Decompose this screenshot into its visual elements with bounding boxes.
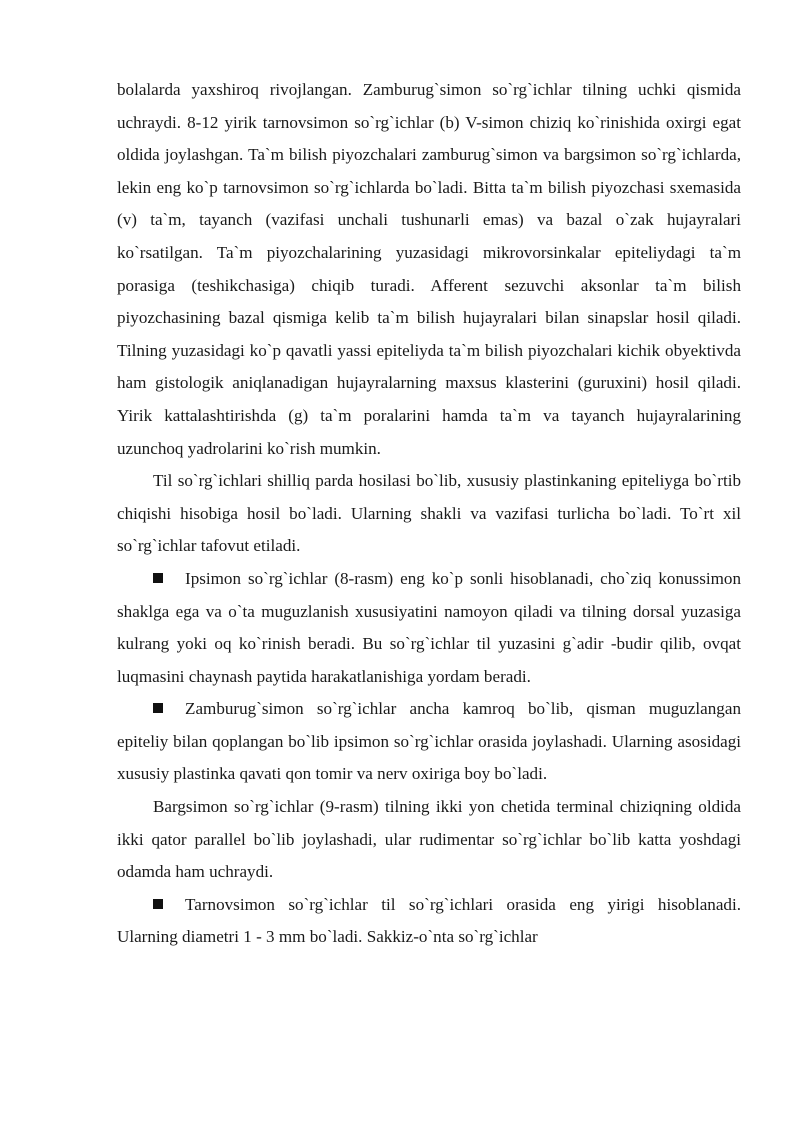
document-body [117, 74, 741, 954]
bullet-item-tarnovsimon [117, 889, 741, 954]
square-bullet-icon [153, 703, 163, 713]
bullet-item-text: Ipsimon so`rg`ichlar (8-rasm) eng ko`p sonli hisoblanadi, cho`ziq konussimon shaklga ega va o`ta muguzlanish xususiyatini namoyon qiladi va tilning dorsal yuzasiga kulrang yoki oq ko`rinish beradi. Bu so`rg`ichlar til yuzasini g`adir -budir qilib, ovqat luqmasini chaynash paytida harakatlanishiga yordam beradi. [117, 568, 741, 686]
paragraph-bargsimon: Bargsimon so`rg`ichlar (9-rasm) tilning ikki yon chetida terminal chiziqning oldida ikki qator parallel bo`lib joylashadi, ular rudimentar so`rg`ichlar bo`lib katta yoshdagi odamda ham uchraydi. [117, 797, 741, 882]
bullet-item-text: Zamburug`simon so`rg`ichlar ancha kamroq bo`lib, qisman muguzlangan epiteliy bilan qoplangan bo`lib ipsimon so`rg`ichlar orasida joylashadi. Ularning asosidagi xususiy plastinka qavati qon tomir va nerv oxiriga boy bo`ladi. [117, 699, 741, 784]
bullet-item-zamburugsimon [117, 693, 741, 791]
bullet-item-ipsimon [117, 563, 741, 693]
bullet-item-text: Tarnovsimon so`rg`ichlar til so`rg`ichlari orasida eng yirigi hisoblanadi. Ularning diametri 1 - 3 mm bo`ladi. Sakkiz-o`nta so`rg`ichlar [117, 894, 741, 947]
paragraph-til-sorgichlari: Til so`rg`ichlari shilliq parda hosilasi bo`lib, xususiy plastinkaning epiteliyga bo`rtib chiqishi hisobiga hosil bo`ladi. Ularning shakli va vazifasi turlicha bo`ladi. To`rt xil so`rg`ichlar tafovut etiladi. [117, 471, 741, 556]
square-bullet-icon [153, 573, 163, 583]
paragraph-continuation: bolalarda yaxshiroq rivojlangan. Zamburug`simon so`rg`ichlar tilning uchki qismida uchraydi. 8-12 yirik tarnovsimon so`rg`ichlar (b) V-simon chiziq ko`rinishida oxirgi egat oldida joylashgan. Ta`m bilish piyozchalari zamburug`simon va bargsimon so`rg`ichlarda, lekin eng ko`p tarnovsimon so`rg`ichlarda bo`ladi. Bitta ta`m bilish piyozchasi sxemasida (v) ta`m, tayanch (vazifasi unchali tushunarli emas) va bazal o`zak hujayralari ko`rsatilgan. Ta`m piyozchalarining yuzasidagi mikrovorsinkalar epiteliydagi ta`m porasiga (teshikchasiga) chiqib turadi. Afferent sezuvchi aksonlar ta`m bilish piyozchasining bazal qismiga kelib ta`m bilish hujayralari bilan sinapslar hosil qiladi. Tilning yuzasidagi ko`p qavatli yassi epiteliyda ta`m bilish piyozchalari kichik obyektivda ham gistologik aniqlanadigan hujayralarning maxsus klasterini (guruxini) hosil qiladi. Yirik kattalashtirishda (g) ta`m poralarini hamda ta`m va tayanch hujayralarining uzunchoq yadrolarini ko`rish mumkin. [117, 80, 741, 458]
square-bullet-icon [153, 899, 163, 909]
